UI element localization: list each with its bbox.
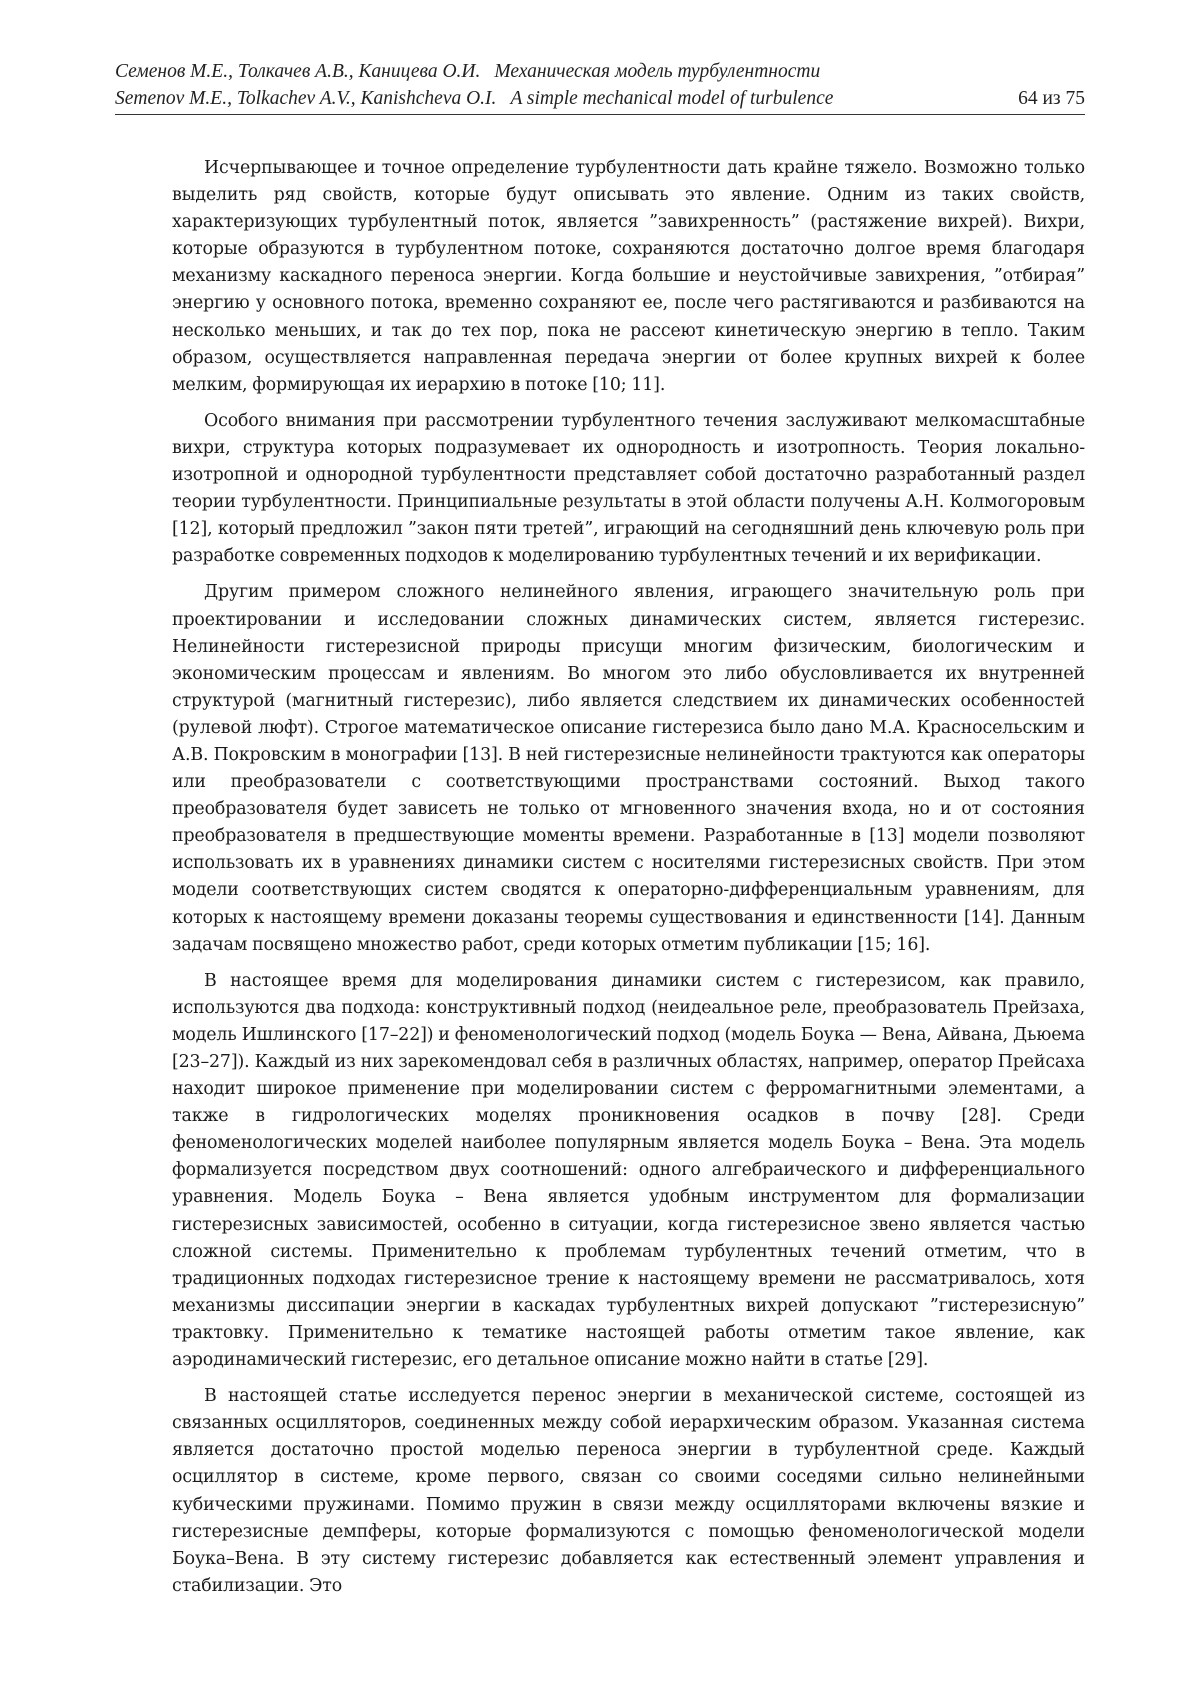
page-number: 64 из 75 <box>1018 88 1085 109</box>
header-russian-line <box>115 58 1085 85</box>
header-authors-en: Semenov M.E., Tolkachev A.V., Kanishcheva O.I. <box>115 88 497 109</box>
paragraph: В настоящее время для моделирования динамики систем с гистерезисом, как правило, используются два подхода: конструктивный подход (неидеальное реле, преобразователь Прейзаха, модель Ишлинского [17–22]) и феноменологический подход (модель Боука — Вена, Айвана, Дьюема [23–27]). Каждый из них зарекомендовал себя в различных областях, например, оператор Прейсаха находит широкое применение при моделировании систем с ферромагнитными элементами, а также в гидрологических моделях проникновения осадков в почву [28]. Среди феноменологических моделей наиболее популярным является модель Боука – Вена. Эта модель формализуется посредством двух соотношений: одного алгебраического и дифференциального уравнения. Модель Боука – Вена является удобным инструментом для формализации гистерезисных зависимостей, особенно в ситуации, когда гистерезисное звено является частью сложной системы. Применительно к проблемам турбулентных течений отметим, что в традиционных подходах гистерезисное трение к настоящему времени не рассматривалось, хотя механизмы диссипации энергии в каскадах турбулентных вихрей допускают ”гистерезисную” трактовку. Применительно к тематике настоящей работы отметим такое явление, как аэродинамический гистерезис, его детальное описание можно найти в статье [29]. <box>172 970 1085 1371</box>
header-title-en: A simple mechanical model of turbulence <box>510 88 834 109</box>
paragraph: В настоящей статье исследуется перенос энергии в механической системе, состоящей из связанных осцилляторов, соединенных между собой иерархическим образом. Указанная система является достаточно простой моделью переноса энергии в турбулентной среде. Каждый осциллятор в системе, кроме первого, связан со своими соседями сильно нелинейными кубическими пружинами. Помимо пружин в связи между осцилляторами включены вязкие и гистерезисные демпферы, которые формализуются с помощью феноменологической модели Боука–Вена. В эту систему гистерезис добавляется как естественный элемент управления и стабилизации. Это <box>172 1386 1085 1596</box>
paragraph: Особого внимания при рассмотрении турбулентного течения заслуживают мелкомасштабные вихри, структура которых подразумевает их однородность и изотропность. Теория локально-изотропной и однородной турбулентности представляет собой достаточно разработанный раздел теории турбулентности. Принципиальные результаты в этой области получены А.Н. Колмогоровым [12], который предложил ”закон пяти третей”, играющий на сегодняшний день ключевую роль при разработке современных подходов к моделированию турбулентных течений и их верификации. <box>172 410 1085 567</box>
paragraph: Другим примером сложного нелинейного явления, играющего значительную роль при проектировании и исследовании сложных динамических систем, является гистерезис. Нелинейности гистерезисной природы присущи многим физическим, биологическим и экономическим процессам и явлениям. Во многом это либо обусловливается их внутренней структурой (магнитный гистерезис), либо является следствием их динамических особенностей (рулевой люфт). Строгое математическое описание гистерезиса было дано М.А. Красносельским и А.В. Покровским в монографии [13]. В ней гистерезисные нелинейности трактуются как операторы или преобразователи с соответствующими пространствами состояний. Выход такого преобразователя будет зависеть не только от мгновенного значения входа, но и от состояния преобразователя в предшествующие моменты времени. Разработанные в [13] модели позволяют использовать их в уравнениях динамики систем с носителями гистерезисных свойств. При этом модели соответствующих систем сводятся к операторно-дифференциальным уравнениям, для которых к настоящему времени доказаны теоремы существования и единственности [14]. Данным задачам посвящено множество работ, среди которых отметим публикации [15; 16]. <box>172 582 1085 955</box>
article-body <box>172 155 1085 1609</box>
header-authors-ru: Семенов М.Е., Толкачев А.В., Каницева О.И. <box>115 61 481 82</box>
header-title-ru: Механическая модель турбулентности <box>494 61 821 82</box>
header-rule <box>115 114 1085 115</box>
header-english-line <box>115 85 1085 112</box>
running-header <box>115 58 1085 115</box>
paragraph: Исчерпывающее и точное определение турбулентности дать крайне тяжело. Возможно только выделить ряд свойств, которые будут описывать это явление. Одним из таких свойств, характеризующих турбулентный поток, является ”завихренность” (растяжение вихрей). Вихри, которые образуются в турбулентном потоке, сохраняются достаточно долгое время благодаря механизму каскадного переноса энергии. Когда большие и неустойчивые завихрения, ”отбирая” энергию у основного потока, временно сохраняют ее, после чего растягиваются и разбиваются на несколько меньших, и так до тех пор, пока не рассеют кинетическую энергию в тепло. Таким образом, осуществляется направленная передача энергии от более крупных вихрей к более мелким, формирующая их иерархию в потоке [10; 11]. <box>172 158 1085 395</box>
